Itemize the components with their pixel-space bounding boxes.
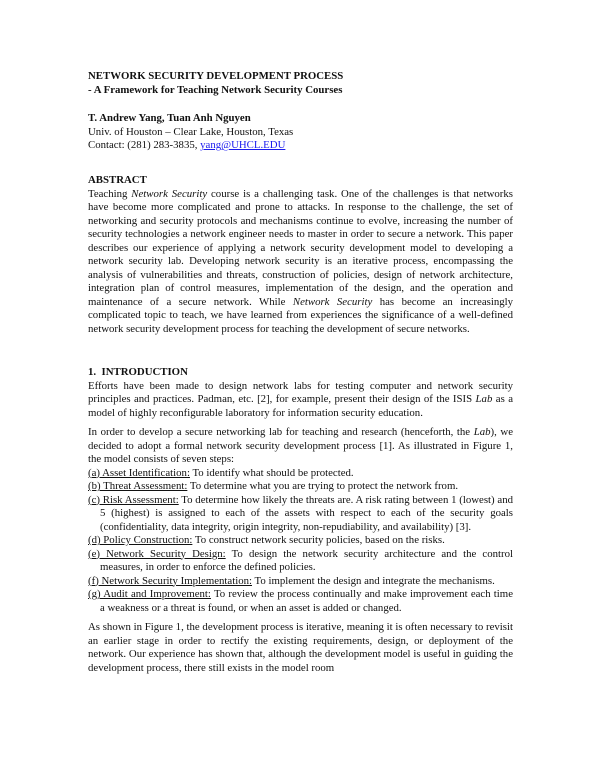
intro-heading: 1. INTRODUCTION [88,366,188,378]
step-label: (a) Asset Identification: [88,466,190,479]
intro-p2-italic: Lab [473,426,491,438]
contact-prefix: Contact: (281) 283-3835, [88,139,201,151]
abstract-italic-2: Network Security [292,295,373,308]
step-label: (c) Risk Assessment: [88,493,179,506]
abstract-section [88,174,513,336]
intro-p1-italic: Lab [475,393,493,405]
step-text: To design the network security architecture and the control measures, in order to enforce the defined policies. [100,547,513,573]
step-text: To determine what you are trying to protect the network from. [187,480,459,492]
abstract-part-1: Teaching [88,187,132,200]
author-names: T. Andrew Yang, Tuan Anh Nguyen [88,112,251,124]
step-label: (g) Audit and Improvement: [88,588,211,600]
intro-p2-b: ), we decided to adopt a formal network security development process [1]. As illustrated in Figure 1, the model consists of seven steps: [88,426,513,465]
list-item [88,467,513,481]
intro-paragraph-3: As shown in Figure 1, the development process is iterative, meaning it is often necessary to revisit an earlier stage in order to rectify the existing requirements, design, or deployment of the network. Our experience has shown that, although the development model is useful in guiding the development process, there still exists in the model room [88,621,513,674]
step-text: To implement the design and integrate the mechanisms. [252,574,495,587]
list-item [88,494,513,535]
step-label: (d) Policy Construction: [88,534,193,546]
author-contact [88,139,513,153]
introduction-section [88,366,513,675]
step-text: To identify what should be protected. [189,466,354,479]
abstract-text [88,188,513,337]
step-label: (e) Network Security Design: [88,547,226,560]
paper-title [88,70,513,97]
intro-paragraph-1 [88,380,513,421]
list-item [88,548,513,575]
steps-list [88,467,513,616]
abstract-part-2: course is a challenging task. One of the challenges is that networks have become more complicated and prone to attacks. In response to the challenge, the set of networking and security protocols and mechanisms continue to evolve, increasing the number of security technologies a network engineer needs to master in order to secure a network. This paper describes our experience of applying a network security development model to developing a network security lab. Developing network security is an iterative process, encompassing the analysis of vulnerabilities and threats, construction of policies, design of network architecture, integration plan of control measures, implementation of the design, and the operation and maintenance of a secure network. While [88,187,513,308]
step-text: To review the process continually and make improvement each time a weakness or a threat is found, or when an asset is added or changed. [100,588,513,614]
step-label: (f) Network Security Implementation: [88,574,253,587]
title-line-1: NETWORK SECURITY DEVELOPMENT PROCESS [88,70,344,82]
list-item [88,575,513,589]
intro-p2-a: In order to develop a secure networking lab for teaching and research (henceforth, the [88,426,474,438]
list-item [88,480,513,494]
title-line-2: - A Framework for Teaching Network Security Courses [88,83,343,96]
list-item [88,534,513,548]
email-link[interactable]: yang@UHCL.EDU [200,139,286,151]
author-block [88,112,513,153]
abstract-part-3: has become an increasingly complicated topic to teach, we have learned from experiences the significance of a well-defined network security development process for teaching the development of secure networks. [88,295,514,335]
abstract-heading: ABSTRACT [88,174,147,186]
step-text: To construct network security policies, based on the risks. [192,534,445,546]
intro-p1-b: as a model of highly reconfigurable laboratory for information security education. [88,393,513,419]
author-affiliation: Univ. of Houston – Clear Lake, Houston, Texas [88,125,294,138]
step-label: (b) Threat Assessment: [88,480,188,492]
abstract-italic-1: Network Security [131,187,208,200]
list-item [88,588,513,615]
intro-p1-a: Efforts have been made to design network labs for testing computer and network security principles and practices. Padman, etc. [2], for example, present their design of the ISIS [88,379,513,405]
step-text: To determine how likely the threats are. A risk rating between 1 (lowest) and 5 (highest) is assigned to each of the assets with respect to each of the security goals (confidentiality, data integrity, origin integrity, non-repudiability, and availability) [3]. [100,493,514,533]
intro-paragraph-2 [88,426,513,467]
